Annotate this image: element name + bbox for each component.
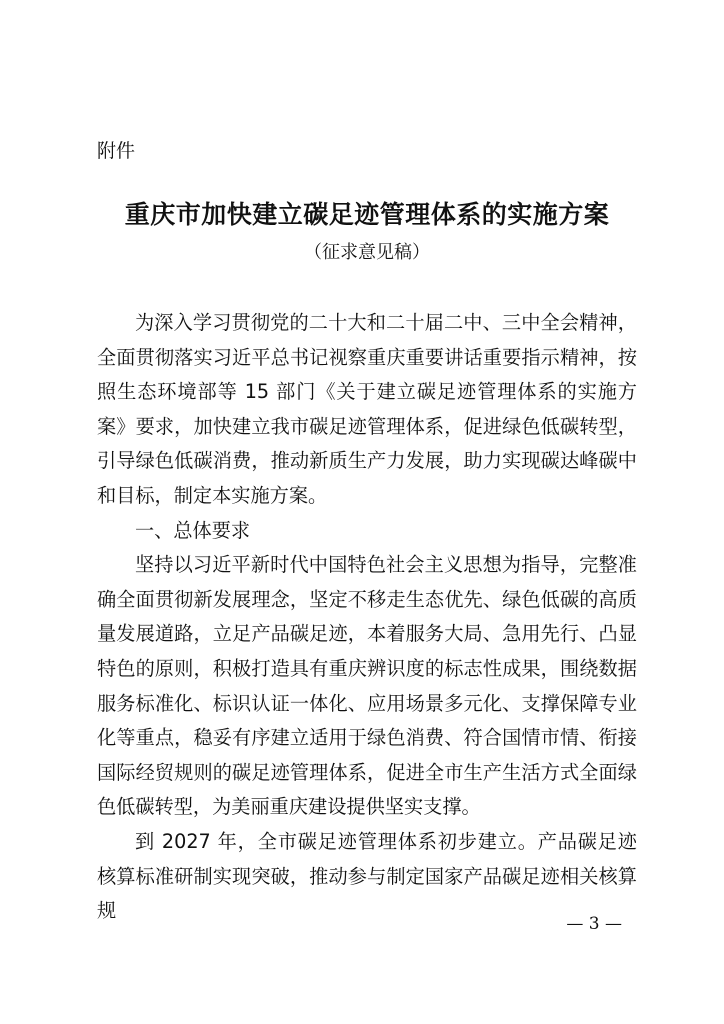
paragraph-guiding-principles: 坚持以习近平新时代中国特色社会主义思想为指导，完整准确全面贯彻新发展理念，坚定不移走生态优先、绿色低碳的高质量发展道路，立足产品碳足迹，本着服务大局、急用先行、凸显特色的原则，积极打造具有重庆辨识度的标志性成果，围绕数据服务标准化、标识认证一体化、应用场景多元化、支撑保障专业化等重点，稳妥有序建立适用于绿色消费、符合国情市情、衔接国际经贸规则的碳足迹管理体系，促进全市生产生活方式全面绿色低碳转型，为美丽重庆建设提供坚实支撑。 [97, 553, 637, 819]
page-number: — 3 — [566, 914, 622, 934]
paragraph-intro: 为深入学习贯彻党的二十大和二十届二中、三中全会精神，全面贯彻落实习近平总书记视察重庆重要讲话重要指示精神，按照生态环境部等 15 部门《关于建立碳足迹管理体系的实施方案》要求，加快建立我市碳足迹管理体系，促进绿色低碳转型，引导绿色低碳消费，推动新质生产力发展，助力实现碳达峰碳中和目标，制定本实施方案。 [97, 311, 637, 507]
section-heading-general-requirements: 一、总体要求 [135, 518, 251, 542]
document-body [97, 306, 637, 929]
paragraph-2027-goals: 到 2027 年，全市碳足迹管理体系初步建立。产品碳足迹核算标准研制实现突破，推动参与制定国家产品碳足迹相关核算规 [97, 829, 637, 923]
document-subtitle: （征求意见稿） [304, 242, 430, 263]
attachment-label: 附件 [97, 140, 136, 162]
document-title: 重庆市加快建立碳足迹管理体系的实施方案 [124, 200, 610, 229]
